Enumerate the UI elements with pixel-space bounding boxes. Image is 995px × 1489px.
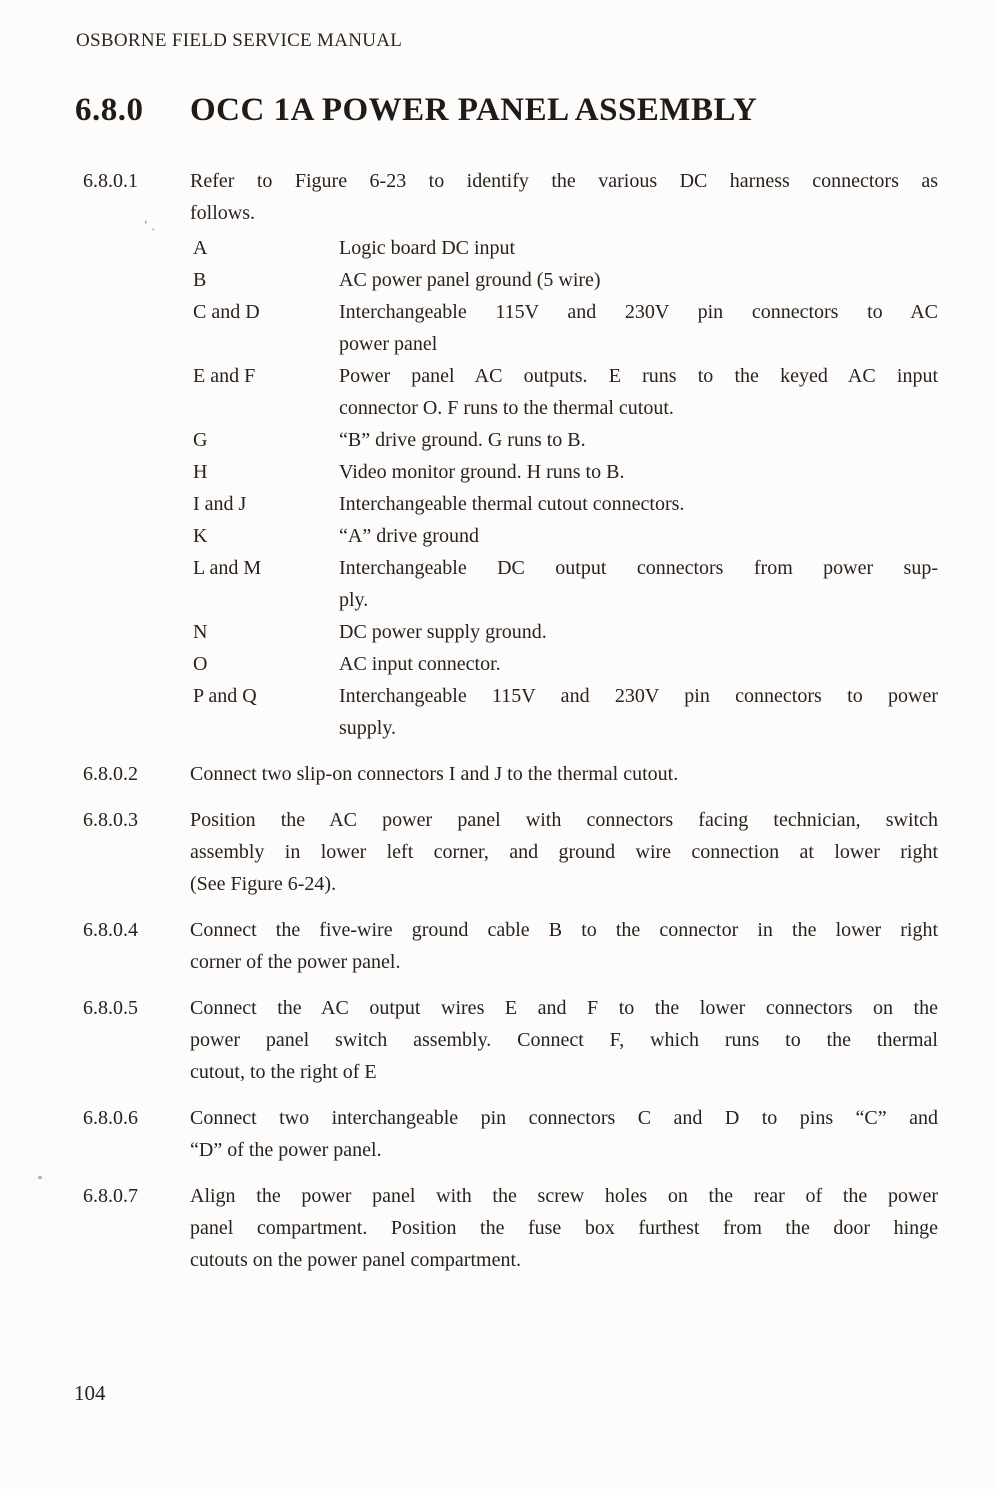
connector-row <box>190 648 938 680</box>
connector-description <box>339 680 938 744</box>
section-paragraph <box>190 804 938 900</box>
connector-description <box>339 424 938 456</box>
description-line: supply. <box>339 717 397 739</box>
heading-title: OCC 1A POWER PANEL ASSEMBLY <box>190 92 758 128</box>
connector-description <box>339 488 938 520</box>
connector-label: K <box>193 525 208 547</box>
description-line: AC input connector. <box>339 653 501 675</box>
page-number: 104 <box>74 1381 106 1405</box>
connector-description <box>339 296 938 360</box>
connector-row <box>190 680 938 744</box>
connector-description <box>339 360 938 424</box>
section-paragraph <box>190 165 938 229</box>
scan-artifact: ʻˏ <box>142 215 158 232</box>
running-header: OSBORNE FIELD SERVICE MANUAL <box>76 30 403 51</box>
connector-label: A <box>193 237 208 259</box>
connector-label: O <box>193 653 208 675</box>
connector-description <box>339 456 938 488</box>
section-number: 6.8.0.3 <box>83 809 138 831</box>
connector-list-row <box>83 229 938 758</box>
description-line: Video monitor ground. H runs to B. <box>339 461 625 483</box>
connector-row <box>190 360 938 424</box>
paragraph-line: cutouts on the power panel compartment. <box>190 1249 522 1271</box>
section-6807 <box>83 1180 938 1276</box>
paragraph-line: Position the AC power panel with connectors facing technician, switch <box>190 809 938 831</box>
section-paragraph <box>190 758 938 790</box>
section-number: 6.8.0.4 <box>83 919 138 941</box>
description-line: Interchangeable 115V and 230V pin connectors to AC <box>339 301 938 323</box>
section-6803 <box>83 804 938 900</box>
description-line: Interchangeable 115V and 230V pin connectors to power <box>339 685 938 707</box>
connector-row <box>190 488 938 520</box>
section-number: 6.8.0.5 <box>83 997 138 1019</box>
section-paragraph <box>190 1102 938 1166</box>
paragraph-line: panel compartment. Position the fuse box furthest from the door hinge <box>190 1217 938 1239</box>
paragraph-line: Connect the five-wire ground cable B to the connector in the lower right <box>190 919 938 941</box>
paragraph-line: corner of the power panel. <box>190 951 401 973</box>
connector-label: E and F <box>193 365 256 387</box>
section-heading <box>75 92 757 129</box>
paragraph-line: Connect two interchangeable pin connectors C and D to pins “C” and <box>190 1107 938 1129</box>
connector-description <box>339 648 938 680</box>
section-6802 <box>83 758 938 790</box>
connector-description <box>339 552 938 616</box>
heading-number: 6.8.0 <box>75 92 144 128</box>
connector-label: B <box>193 269 207 291</box>
section-number: 6.8.0.7 <box>83 1185 138 1207</box>
paragraph-line: cutout, to the right of E <box>190 1061 377 1083</box>
connector-description <box>339 232 938 264</box>
paragraph-line: Align the power panel with the screw holes on the rear of the power <box>190 1185 938 1207</box>
connector-row <box>190 456 938 488</box>
connector-label: C and D <box>193 301 260 323</box>
connector-description <box>339 264 938 296</box>
connector-label: N <box>193 621 208 643</box>
section-paragraph <box>190 1180 938 1276</box>
connector-row <box>190 232 938 264</box>
connector-row <box>190 552 938 616</box>
paragraph-line: Refer to Figure 6-23 to identify the various DC harness connectors as <box>190 170 938 192</box>
scan-artifact-dot <box>38 1176 42 1179</box>
description-line: ply. <box>339 589 369 611</box>
connector-label: G <box>193 429 208 451</box>
section-6805 <box>83 992 938 1088</box>
connector-row <box>190 520 938 552</box>
section-paragraph <box>190 992 938 1088</box>
description-line: “A” drive ground <box>339 525 479 547</box>
paragraph-line: (See Figure 6-24). <box>190 873 337 895</box>
connector-label: L and M <box>193 557 262 579</box>
description-line: Interchangeable thermal cutout connectors. <box>339 493 685 515</box>
description-line: Power panel AC outputs. E runs to the keyed AC input <box>339 365 938 387</box>
section-number: 6.8.0.6 <box>83 1107 138 1129</box>
description-line: Interchangeable DC output connectors from power sup- <box>339 557 938 579</box>
paragraph-line: assembly in lower left corner, and ground wire connection at lower right <box>190 841 938 863</box>
connector-row <box>190 424 938 456</box>
paragraph-line: Connect two slip-on connectors I and J to the thermal cutout. <box>190 763 679 785</box>
connector-list <box>190 232 938 744</box>
connector-description <box>339 520 938 552</box>
paragraph-line: power panel switch assembly. Connect F, which runs to the thermal <box>190 1029 938 1051</box>
section-number: 6.8.0.1 <box>83 170 138 192</box>
connector-label: P and Q <box>193 685 257 707</box>
description-line: AC power panel ground (5 wire) <box>339 269 601 291</box>
section-number: 6.8.0.2 <box>83 763 138 785</box>
section-6806 <box>83 1102 938 1166</box>
connector-row <box>190 264 938 296</box>
connector-row <box>190 616 938 648</box>
connector-row <box>190 296 938 360</box>
page-content <box>83 165 938 1276</box>
section-paragraph <box>190 914 938 978</box>
paragraph-line: “D” of the power panel. <box>190 1139 382 1161</box>
section-6801 <box>83 165 938 229</box>
section-6804 <box>83 914 938 978</box>
description-line: DC power supply ground. <box>339 621 547 643</box>
connector-label: I and J <box>193 493 247 515</box>
description-line: “B” drive ground. G runs to B. <box>339 429 586 451</box>
description-line: connector O. F runs to the thermal cutout. <box>339 397 674 419</box>
description-line: power panel <box>339 333 438 355</box>
connector-description <box>339 616 938 648</box>
paragraph-line: Connect the AC output wires E and F to the lower connectors on the <box>190 997 938 1019</box>
paragraph-line: follows. <box>190 202 255 224</box>
connector-label: H <box>193 461 208 483</box>
description-line: Logic board DC input <box>339 237 516 259</box>
